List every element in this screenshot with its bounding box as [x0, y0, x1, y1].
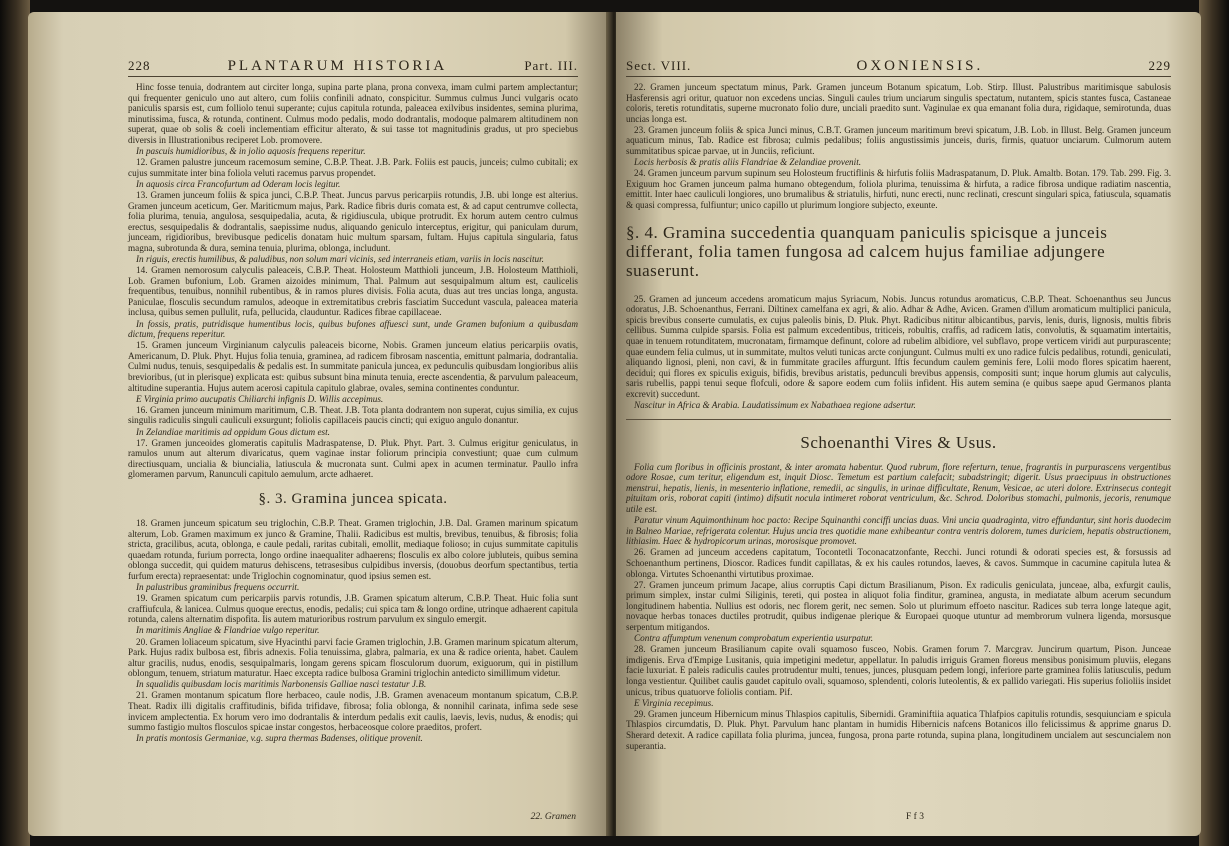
paragraph: 16. Gramen junceum minimum maritimum, C.B. Theat. J.B. Tota planta dodrantem non superat, cujus similia, ex cujus singulis radiculis singuli cauliculi exsurgunt; foliolis capillaceis paucis cincti; qui exiguo angulo donantur.	[128, 404, 578, 426]
paragraph: 26. Gramen ad junceum accedens capitatum, Tocontetli Toconacatzonfante, Recchi. Junci rotundi & odorati species est, & forsussis ad Schoenanthum pertinens, Dioscor. Radices fundit capillatas, & ex his caules rotundos, laeves, & cavos. Summque in cacumine capitula lutea & oblonga. Virtutes Schoenanthi virtutibus proximae.	[626, 547, 1171, 579]
right-page-number: 229	[1148, 58, 1171, 73]
paragraph: 19. Gramen spicatum cum pericarpiis parvis rotundis, J.B. Gramen spicatum alterum, C.B.P. Theat. Huic folia sunt craffiufcula, & lanicea. Culmus quoque erectus, enodis, pedalis; cui spica tam & longo ordine, utrinque adhaerent capitula rotunda, calens alternatim dispofita. Iis autem maturioribus rostrum parvulum ex singulo emergit.	[128, 593, 578, 625]
vires-paragraph: Folia cum floribus in officinis prostant, & inter aromata habentur. Quod rubrum, flore referturn, tenue, fragrantis in purpurascens vergentibus odore Rosae, cum teritur, eligendum est, inquit Diosc. Temetum est partium calefacit; subadstringit; digerit. Usus praecipuus in obstructiones menstrui, hepatis, lienis, in mesenterio inflatione, remedii, ac singulis, in urinae difficultate, Renum, Vesicae, ac uteri dolore. Extrinsecus contegit pituitam oris, roborat capiti (intimo) difsutit nocula intimeret roborat ventriculum, &c. Schrod. Doloribus stomachi, pulmonis, jecoris, renumque utile est.	[626, 461, 1171, 515]
book-cover-left-edge	[0, 0, 30, 846]
vires-heading: Schoenanthi Vires & Usus.	[800, 432, 997, 452]
paragraph: 27. Gramen junceum primum Jacape, alius corruptis Capi dictum Brasilianum, Pison. Ex radiculis geniculata, junceae, alba, exfurgit caulis, primum simplex, instar culmi Siliginis, tereti, qui postea in aliquot folia finditur, graminea, angusta, in mediatate album acerum secundum longitudinem habentia. Nullius est odoris, nec florem gerit, nec semen. Solo ut plurimum effoeto nascitur. Radices sub terra longe lateque agit, novaque herbas tonaces ductiles protrudit, quibus indigenae plerique & Europaei quoque utuntur ad membrorum vulnera ligenda, morsusque serpentum mitigandos.	[626, 579, 1171, 633]
divider	[626, 419, 1171, 420]
paragraph: In palustribus graminibus frequens occurrit.	[136, 582, 300, 593]
paragraph: In pascuis humidioribus, & in jolio aquosis frequens reperitur.	[136, 146, 366, 157]
paragraph: 25. Gramen ad junceum accedens aromaticum majus Syriacum, Nobis. Juncus rotundus aromaticus, C.B.P. Theat. Schoenanthus seu Juncus odoratus, J.B. Schoenanthus, Ferrani. Diltinex camelfana ex agri, & alio. Adhar & Adhe, Avicen. Gramen d'illum aromaticum multiplici panicula, spicis brevibus conserte cumulatis, ex cujus paleolis binis, D. Pluk. Phyt. Radicibus nititur albicantibus, parvis, lenis, duris, lignosis, multis fibris cellibus. Summa culpide sparsis. Folia est palmum excedentibus, triticeis, robultis, craffis, ad radicem latis, convolutis, & squamatim intertaitis, quae in tenuem rotunditatem, mucronatam, firmamque definunt, colore ad rubelim albidiore, vel subflavo, prope verticem viridi aut purpurascente; quae eundem felia culmus, ut in summitate, multos veluti tunicas arcte conjungunt. Culmus multi ex uno radice fulcis pedalibus, rotundi, geniculati, aliquando lignosi, pleni, non cavi, & in fummitate graciles affurgunt. Iftis fecundum caulem geminis fere, Lolii modo flores spicatim haerent, decidui; qui flores ex spiculis exiguis, bifidis, brevibus aristatis, pedunculi brevibus appensis, compositi sunt; inque horum glumis aut calyculis, saris rubellis, pappi tenui seque flofculi, odore & sapore eodem cum foliis infident. His autem semina (e quibus saepe apud Germanos planta excrevit) succedunt.	[626, 293, 1171, 399]
catchword: 22. Gramen	[530, 812, 576, 822]
paragraph: 22. Gramen junceum spectatum minus, Park. Gramen junceum Botanum spicatum, Lob. Stirp. Illust. Palustribus maritimisque sabulosis Hasferensis agri oritur, quatuor non excedens uncias. Singuli caules trium unciarum singulis spectatum, nutantem, spicis stantes fusca, Castaneae coloris, teretis rotunditatis, superne mucronato folio dure, unciali praedito sunt. Vaginulae ex qua emanant folia dura, rigidaque, semirotunda, duas uncias longa est.	[626, 82, 1171, 124]
paragraph: In Zelandiae maritimis ad oppidum Gous dictum est.	[136, 426, 330, 437]
paragraph: 28. Gramen junceum Brasilianum capite ovali squamoso fusceo, Nobis. Gramen forum 7. Marcgrav. Juncirum quartum, Pison. Junceae imdigenis. Erva d'Empige Lusitanis, quia impetigini medetur, appellatur. In paludis irriguis Gramen floreus mensibus ponisimum pluviis, elegans facie luxuriat. E paleis radiculis caules protrudentur multi, tenues, junces, plusquam pedem longi, inferiore parte graminea foliis latiusculis, pedum longa vestientur. Quilibet caulis gaudet capitulo ovali, squamoso, splendenti, coloris luteolentis, & ex pallido variegati. His superius folioliis insidet unicus, tribus quatuorve foliolis contiam. Pif.	[626, 644, 1171, 697]
right-running-title: OXONIENSIS.	[856, 58, 984, 74]
paragraph: 13. Gramen junceum foliis & spica junci, C.B.P. Theat. Juncus parvus pericarpiis rotundis, J.B. ubi longe est alterius. Gramen junceum aceticum, Ger. Mariticmum majus, Park. Radice fibris duris comata est, & ad caput centrumve collecta, folia plurima, tenuia, angulosa, sesquipedalia, acuta, & rigidiuscula, ubique protrudit. Ex horum autem centro culmus erectus, sesquipedalis & dodrantalis, saepissime nudus, aliquando geniculo interceptus, erigitur, qui paniculam durum, junceam, rigidioribus, brevibusque pedicelis donatam huic multum sparsam, fultam. Hujus capitula singularia, fatus magna, subrotunda & dura, semina tenuia, plurima, oblonga, includunt.	[128, 189, 578, 253]
paragraph: 20. Gramen loliaceum spicatum, sive Hyacinthi parvi facie Gramen triglochin, J.B. Gramen marinum spicatum alterum, Park. Hujus radix bulbosa est, fibris adnexis. Folia tenuissima, glabra, palmaria, ex una & radice orienta, habet. Caulem altur gracilis, nudus, enodis, sesquipalmaris, longam gerens spicam flosculorum duorum, exiguorum, qui in pistillum oblongum, tenuem, striatum maturatur. Haec excepta radice bulbosa Gramini triglochin antedicto simillimum videtur.	[128, 636, 578, 679]
right-page	[616, 12, 1201, 836]
paragraph: In maritimis Angliae & Flandriae vulgo reperitur.	[136, 625, 320, 636]
left-page	[28, 12, 612, 836]
paragraph: In fossis, pratis, putridisque humentibus locis, quibus bufones affuesci sunt, unde Gramen bufonium a quibusdam dictum, frequens reperitur.	[128, 318, 578, 340]
signature-mark: F f 3	[906, 812, 924, 822]
paragraph: Nascitur in Africa & Arabia. Laudatissimum ex Nabathaea regione adsertur.	[634, 400, 916, 411]
right-head-rule	[626, 76, 1171, 77]
left-running-title: PLANTARUM HISTORIA	[227, 58, 448, 74]
right-body-text	[626, 82, 1171, 752]
left-page-number: 228	[128, 58, 151, 73]
book-cover-right-edge	[1199, 0, 1229, 846]
left-body-text	[128, 82, 578, 744]
paragraph: 18. Gramen junceum spicatum seu triglochin, C.B.P. Theat. Gramen triglochin, J.B. Dal. Gramen marinum spicatum alterum, Lob. Gramen maximum ex junco & Gramine, Thalii. Radicibus est multis, brevibus, tenuibus, & fibrosis; folia stricta, gracilibus, acuta, oblonga, e caule pedali, raritas cubitali, emollit, mediaque folioso; in cujus summitate capitulis quaedam rotunda, furium porrecta, longo ordine inaequaliter adhaerens; flosculis ex albo colore jubluteis, quibus semina oblonga succedit, qui quidem maturus dehiscens, tetrasesibus culpidibus inversis, (douobus deorfum spectantibus, tertia furfum erecta) repraesentat: unde Triglochin cognominatur, quod ipsius semen est.	[128, 517, 578, 581]
paragraph: Hinc fosse tenuia, dodrantem aut circiter longa, supina parte plana, prona convexa, imam culmi partem amplectantur; qui frequenter geniculo uno aut altero, cum foliis confinili adnato, conspicitur. Summus culmus Junci vulgaris ocato paniculis sparsis est, cum folliolo tenui superante; cujus capitula rotunda, paleacea exilvibus insidentes, semina plurima, minutissima, fusca, & rotunda, continent. Culmus modo pedalis, modo dodrantalis, modoque palmarem altitudinem non superat, quae ob solis & coeli inclementiam efficitur alterato, & sui tasse tot magnitudinis gradus, ut pro speciebus diversis in Illustrationibus reciperet Lob. promovere.	[128, 82, 578, 145]
paragraph: Contra affumptum venenum comprobatum experientia usurpatur.	[634, 633, 874, 644]
paragraph: 17. Gramen junceoides glomeratis capitulis Madraspatense, D. Pluk. Phyt. Part. 3. Culmus erigitur geniculatus, in ramulos unum aut alterum divaricatus, quem vaginae instar foliorum principia convestiunt; quae cum culmum directiusquam, uncialia & biuncialia, latiuscula & mucronata sunt. Culmi apex in acumen terminatur. Paullo infra glomeramen parvum, Ranunculi capitulo aemulum, arcte adhaeret.	[128, 437, 578, 480]
left-head-rule	[128, 76, 578, 77]
paragraph: In squalidis quibusdam locis maritimis Narbonensis Galliae nasci testatur J.B.	[136, 679, 427, 690]
left-running-head	[128, 58, 578, 75]
section-heading: §. 4. Gramina succedentia quanquam paniculis spicisque a junceis differant, folia tamen fungosa ad calcem hujus familiae adjungere suaserunt.	[626, 222, 1108, 280]
vires-paragraph: Paratur vinum Aquimonthinum hoc pacto: Recipe Squinanthi conciffi uncias duas. Vini uncia quadraginta, vitro effundantur, sint horis duodecim in Balneo Mariae, refrigerata colentur. Hujus uncia tres quotidie mane exhibeantur contra ventris dolorem, tumes duriciem, hepatis obstructionem, lithiasim. Haec & hydropicorum urinas, morosisque promovet.	[626, 515, 1171, 547]
paragraph: In aquosis circa Francofurtum ad Oderam locis legitur.	[136, 178, 341, 189]
paragraph: 24. Gramen junceum parvum supinum seu Holosteum fructiflinis & hirfutis foliis Madraspatanum, D. Pluk. Amaltb. Botan. 179. Tab. 299. Fig. 3. Exiguum hoc Gramen junceum palma humano obtegendum, foliola plurima, tenuissima & hirfuta, a radice fibrosa undique radiatim nascentia, emittit. Inter haec cauliculi longiores, uno brumalibus & striatulis, hirfuti, nunc erecti, nunc reclinati, crescunt singulari spica, fatiuscula, squamatis & quasi compressa, fulfiuntur; unico capillo ut plurimum longiore subjecto, exeunte.	[626, 168, 1171, 211]
paragraph: E Virginia recepimus.	[634, 697, 714, 708]
paragraph: 12. Gramen palustre junceum racemosum semine, C.B.P. Theat. J.B. Park. Foliis est paucis, junceis; culmo cubitali; ex cujus summitate inter bina foliola veluti racemus parvus propendet.	[128, 157, 578, 178]
paragraph: 21. Gramen montanum spicatum flore herbaceo, caule nodis, J.B. Gramen avenaceum montanum spicatum, C.B.P. Theat. Radix illi digitalis craffitudinis, bifida trifidave, fibrosa; folia oblonga, & nonnihil carinata, infima sede sese invicem amplectentia. Ex horum vero imo dodrantalis & interdum pedalis exit caulis, laevis, levis, nudus, & enodis; qui summo fastigio multos flosculos spicae instar congestos, herbaceosque colore praeditos, profert.	[128, 690, 578, 733]
paragraph: 15. Gramen junceum Virginianum calyculis paleaceis bicorne, Nobis. Gramen junceum elatius pericarpiis ovatis, Americanum, D. Pluk. Phyt. Hujus folia tenuia, graminea, ad radicem fibrosam nascentia, emittunt palmaria, dodrantalia. Culmi nudus, tenuis, sesquipedalis & pedalis est. In summitate panicula juncea, ex pedunculis quibusdam longioribus aliis brevioribus, (ut in plerisque) explicata est: quibus subsunt bina minuta tenuia, erecte ascendentia, & parvulum paleaceum, altitudine superantia. Hujus autem acerosi capitula capitulo glabrae, ovales, semina continentes conduntur.	[128, 340, 578, 393]
section-heading: §. 3. Gramina juncea spicata.	[258, 490, 448, 507]
paragraph: 23. Gramen junceum foliis & spica Junci minus, C.B.T. Gramen junceum maritimum brevi spicatum, J.B. Lob. in Illust. Belg. Gramen junceum aquaticum minus, Tab. Radice est fibrosa; culmis pedalibus; foliis angustissimis junceis, duris, firmis, quatuor unciarum. Culmorum autem summitatibus spicae parvae, ut in Junciis, reficiunt.	[626, 124, 1171, 157]
paragraph: Locis herbosis & pratis aliis Flandriae & Zelandiae provenit.	[634, 157, 862, 168]
paragraph: 14. Gramen nemorosum calyculis paleaceis, C.B.P. Theat. Holosteum Matthioli junceum, J.B. Holosteum Matthioli, Lob. Gramen bufonium, Lob. Gramen aizoides minimum, Thal. Palmum aut sesquipalmum altum est, caulicelis frequentibus, tenuibus, nonnihil rubentibus, & in ramos plures divisis. Folia acuta, duas aut tres uncias longa, angusta. Paniculae, flosculis secundum ramulos, adeoque in extremitatibus crebris fasciatim Succedunt vascula, paleacea materia inclusa, quibus semen pullulit, rufa, pellucida, clauduntur. Radices fibrae capillaceae.	[128, 265, 578, 318]
paragraph: In pratis montosis Germaniae, v.g. supra thermas Badenses, olitique provenit.	[136, 733, 423, 744]
left-part-label: Part. III.	[524, 58, 578, 73]
right-running-head	[626, 58, 1171, 75]
paragraph: E Virginia primo aucupatis Chiliarchi infignis D. Willis accepimus.	[136, 393, 384, 404]
paragraph: In riguis, erectis humilibus, & paludibus, non solum mari vicinis, sed interraneis etiam, variis in locis nascitur.	[136, 254, 544, 264]
right-section-marker: Sect. VIII.	[626, 58, 692, 73]
paragraph: 29. Gramen junceum Hibernicum minus Thlaspios capitulis, Sibernidi. Graminiftiia aquatica Thlafpios capitulis rotundis, sesquiunciam e spicula Thlaspios circumdatis, D. Pluk. Phyt. Parvulum hanc plantam in humidis Hibernicis nafcens Botanicos illo felicissimus & apprime gnarus D. Sherard detexit. A radice capillata folia plurima, juncea, fungosa, prona parte rotunda, supina plana, longitudinem uncialem aut sescuncialem non superantia.	[626, 708, 1171, 751]
